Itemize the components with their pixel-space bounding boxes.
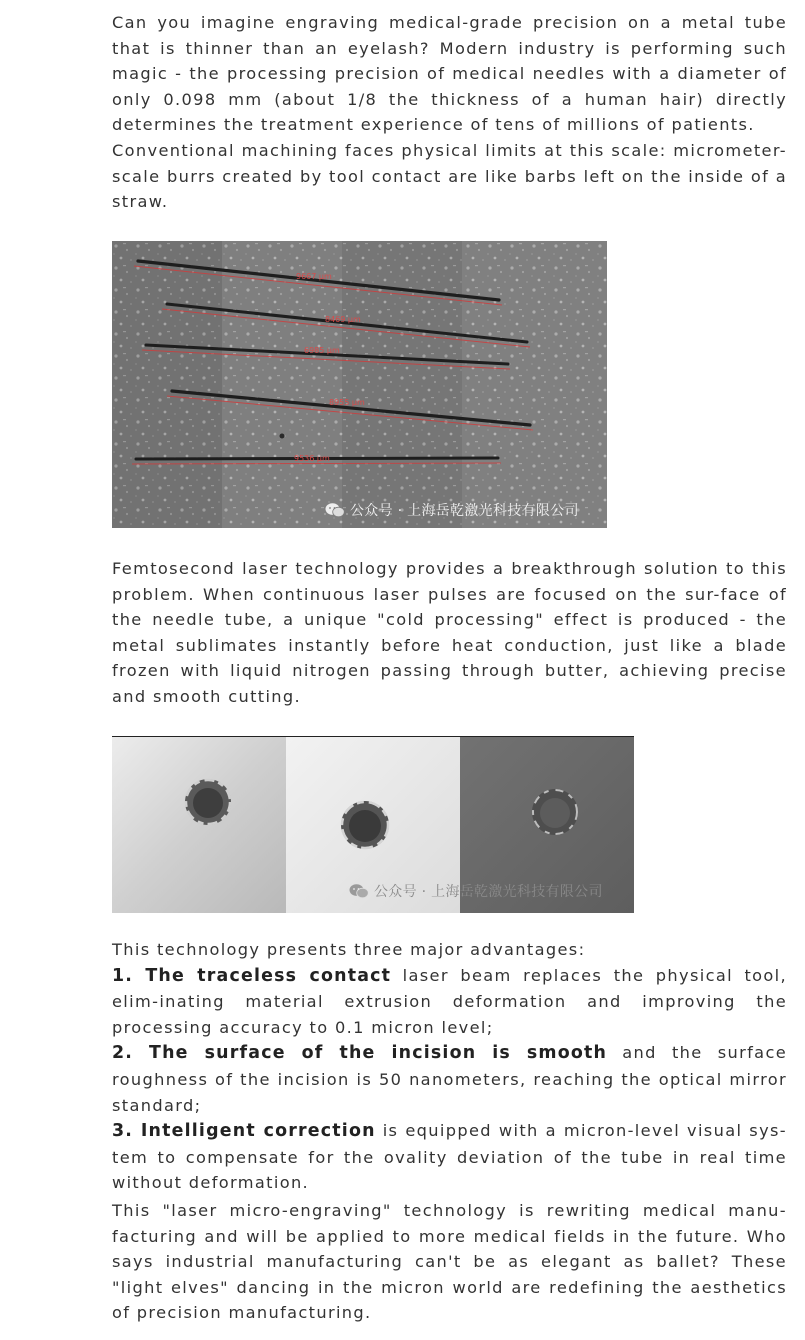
wechat-icon (325, 502, 345, 518)
measurement-label: 9667 μm (296, 272, 332, 281)
advantage-item-2 (112, 1040, 787, 1118)
advantage-item-1 (112, 963, 787, 1041)
advantages-intro: This technology presents three major advantages: (112, 940, 586, 959)
watermark-text: 公众号 · 上海岳乾激光科技有限公司 (374, 884, 603, 900)
watermark (325, 500, 579, 520)
closing-paragraph: This "laser micro-engraving" technology is rewriting medical manu-facturing and will be applied to more medical fields in the future. Who says industrial manufacturing can't be as elegant as ballet? These "light elves" dancing in the micron world are redefining the aesthetics of precision manufacturing. (112, 1201, 787, 1323)
advantage-text: and the surface roughness of the incision is 50 nanometers, reaching the optical mirror standard; (112, 1043, 787, 1115)
solution-paragraph: Femtosecond laser technology provides a breakthrough solution to this problem. When continuous laser pulses are focused on the sur-face of the needle tube, a unique "cold processing" effect is produced - the metal sublimates instantly before heat conduction, just like a blade frozen with liquid nitrogen passing through butter, achieving precise and smooth cutting. (112, 559, 787, 706)
measurement-label: 9536 μm (294, 454, 330, 463)
intro-section (112, 10, 787, 215)
watermark-text: 公众号 · 上海岳乾激光科技有限公司 (350, 503, 579, 519)
intro-paragraph-1: Can you imagine engraving medical-grade precision on a metal tube that is thinner than an eyelash? Modern industry is performing such magic - the processing precision of medical needles with a diameter of only 0.098 mm (about 1/8 the thickness of a human hair) directly determines the treatment experience of tens of millions of patients. (112, 13, 787, 135)
solution-section (112, 556, 787, 710)
advantage-heading: 3. Intelligent correction (112, 1121, 376, 1142)
measurement-label: 8469 μm (325, 315, 361, 324)
intro-paragraph-2: Conventional machining faces physical limits at this scale: micrometer-scale burrs created by tool contact are like barbs left on the inside of a straw. (112, 140, 787, 212)
closing-section (112, 1198, 787, 1326)
needle-measurement-photo (112, 241, 607, 528)
advantage-text: laser beam replaces the physical tool, elim-inating material extrusion deformation and improving the processing accuracy to 0.1 micron level; (112, 965, 787, 1037)
needle-tube-end-views-photo (112, 736, 634, 913)
advantage-text: is equipped with a micron-level visual sys-tem to compensate for the ovality deviation of the tube in real time without deformation. (112, 1121, 787, 1193)
advantages-section (112, 937, 787, 1196)
measurement-label: 8955 μm (329, 398, 365, 407)
advantage-heading: 2. The surface of the incision is smooth (112, 1043, 608, 1064)
watermark (349, 881, 603, 901)
advantage-item-3 (112, 1118, 787, 1196)
needle-measurement-graphic (112, 241, 607, 528)
measurement-label: 6985 μm (304, 346, 340, 355)
wechat-icon (349, 883, 369, 899)
advantage-heading: 1. The traceless contact (112, 965, 392, 986)
